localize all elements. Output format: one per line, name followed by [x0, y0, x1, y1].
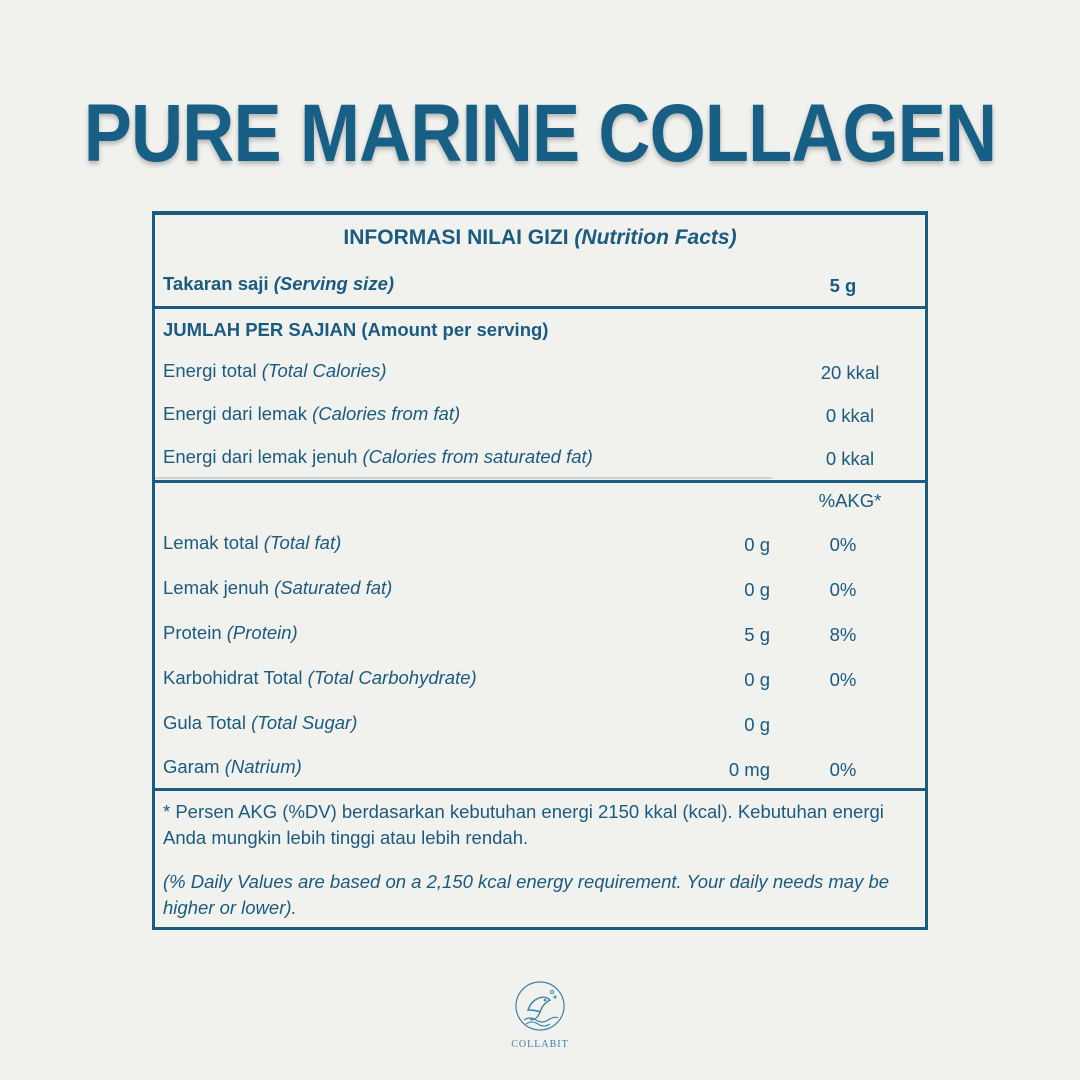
- top-rule: [152, 211, 928, 215]
- energy-label: Energi total: [163, 360, 262, 381]
- nutrient-row-label: [163, 712, 357, 734]
- nutrient-dv: 0%: [829, 579, 857, 600]
- brand-name: COLLABIT: [511, 1039, 569, 1050]
- heading-main-text: INFORMASI NILAI GIZI: [343, 226, 575, 249]
- serving-size-label: [163, 273, 394, 295]
- nutrient-amount: 0 mg: [728, 759, 770, 780]
- nutrient-label-italic: (Total Carbohydrate): [307, 667, 477, 688]
- nutrient-dv: 0%: [829, 669, 857, 690]
- nutrient-label: Lemak jenuh: [163, 577, 275, 598]
- brand-logo: [510, 980, 570, 1050]
- serving-size-value: 5 g: [829, 275, 857, 296]
- amount-heading: JUMLAH PER SAJIAN (Amount per serving): [163, 319, 549, 340]
- nutrition-heading: [155, 225, 925, 251]
- heading-italic-text: (Nutrition Facts): [574, 226, 737, 249]
- nutrient-label: Garam: [163, 756, 225, 777]
- nutrient-row-label: [163, 756, 302, 778]
- nutrient-dv: 0%: [829, 759, 857, 780]
- divider-energy: [155, 480, 925, 483]
- nutrient-row-label: [163, 667, 477, 689]
- footnote-en: (% Daily Values are based on a 2,150 kcal energy requirement. Your daily needs may be higher or lower).: [163, 871, 890, 918]
- divider-serving: [155, 306, 925, 309]
- nutrient-label-italic: (Total Sugar): [251, 712, 358, 733]
- energy-row-label: [163, 446, 593, 468]
- fish-logo-icon: [514, 980, 566, 1032]
- nutrient-label-italic: (Total fat): [263, 532, 342, 553]
- nutrient-row-label: [163, 532, 341, 554]
- nutrient-row-label: [163, 622, 298, 644]
- energy-label-italic: (Calories from fat): [312, 403, 461, 424]
- divider-energy-shadow: [155, 477, 772, 479]
- energy-label: Energi dari lemak jenuh: [163, 446, 363, 467]
- serving-label: Takaran saji: [163, 273, 274, 294]
- energy-label: Energi dari lemak: [163, 403, 313, 424]
- serving-label-italic: (Serving size): [273, 273, 395, 294]
- nutrition-facts-panel: [152, 211, 928, 930]
- divider-footnote: [155, 788, 925, 791]
- energy-value: 20 kkal: [820, 362, 880, 383]
- nutrient-amount: 0 g: [744, 579, 770, 600]
- nutrient-dv: 0%: [829, 534, 857, 555]
- nutrient-row-label: [163, 577, 392, 599]
- akg-header: %AKG*: [818, 490, 882, 511]
- nutrient-dv: 8%: [829, 624, 857, 645]
- nutrient-amount: 0 g: [744, 669, 770, 690]
- energy-label-italic: (Calories from saturated fat): [362, 446, 593, 467]
- energy-value: 0 kkal: [825, 405, 875, 426]
- energy-value: 0 kkal: [825, 448, 875, 469]
- nutrient-label: Karbohidrat Total: [163, 667, 308, 688]
- nutrient-amount: 5 g: [744, 624, 770, 645]
- nutrient-label: Protein: [163, 622, 227, 643]
- energy-label-italic: (Total Calories): [261, 360, 387, 381]
- nutrient-amount: 0 g: [744, 714, 770, 735]
- energy-row-label: [163, 360, 386, 382]
- nutrient-amount: 0 g: [744, 534, 770, 555]
- nutrient-label-italic: (Natrium): [224, 756, 302, 777]
- energy-row-label: [163, 403, 460, 425]
- nutrient-label-italic: (Protein): [226, 622, 298, 643]
- nutrient-label: Lemak total: [163, 532, 264, 553]
- nutrient-label: Gula Total: [163, 712, 252, 733]
- page-title: PURE MARINE COLLAGEN: [83, 88, 997, 179]
- footnote-id: * Persen AKG (%DV) berdasarkan kebutuhan energi 2150 kkal (kcal). Kebutuhan energi Anda mungkin lebih tinggi atau lebih rendah.: [163, 801, 884, 848]
- nutrient-label-italic: (Saturated fat): [274, 577, 393, 598]
